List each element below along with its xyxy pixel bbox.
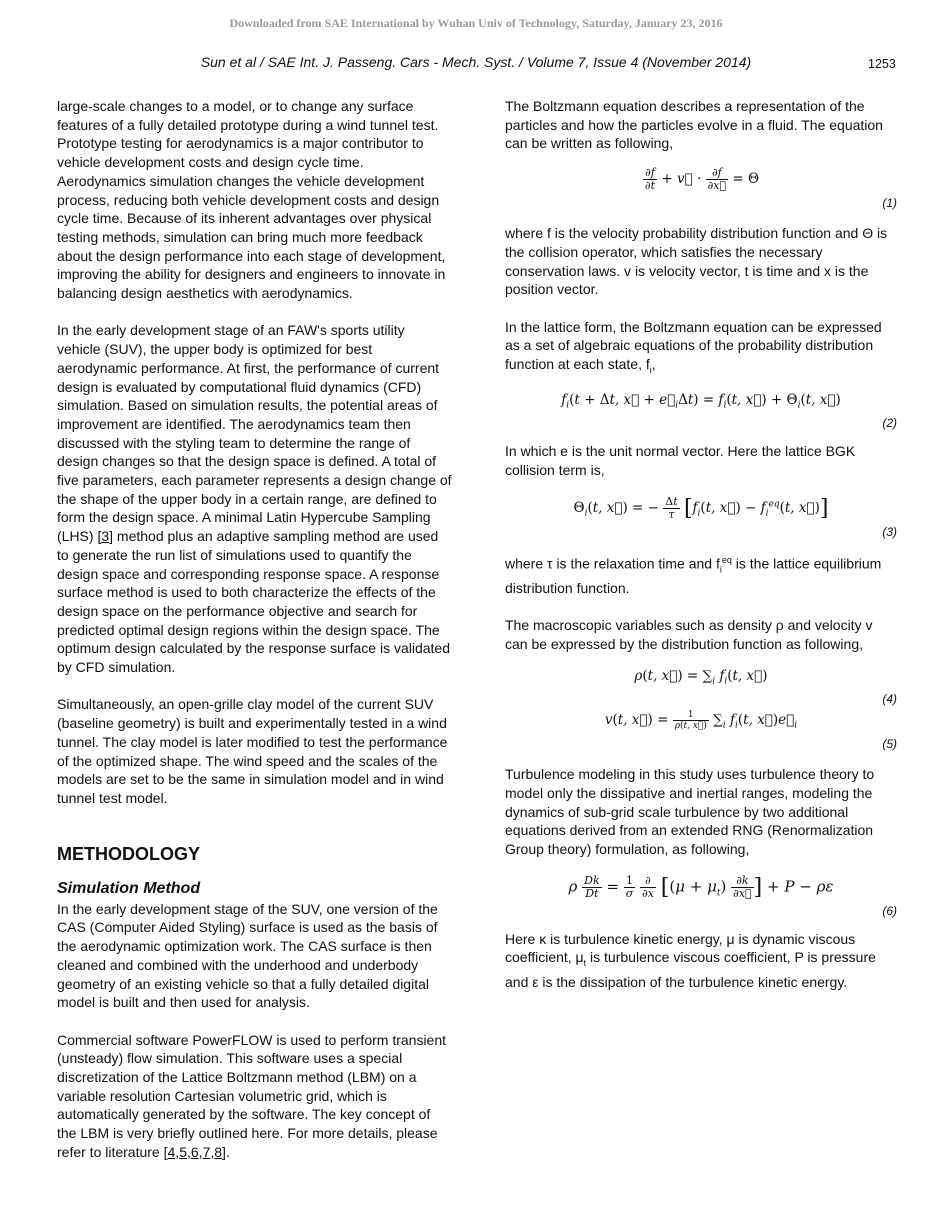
text: Commercial software PowerFLOW is used to perform transient (unsteady) flow simulation. This software uses a special discretization of the Lattice Boltzmann method (LBM) on a variable resolution Cartesian volumetric grid, which is automatically generated by the software. The key concept of the LBM is very briefly outlined here. For more details, please refer to literature [ <box>57 1031 447 1160</box>
paragraph: Simultaneously, an open-grille clay model of the current SUV (baseline geometry) is built and experimentally tested in a wind tunnel. The clay model is later modified to test the performance of the optimized shape. The wind speed and the scales of the models are set to be the same in simulation model and in wind tunnel test model. <box>57 696 448 806</box>
paragraph: where f is the velocity probability distribution function and Θ is the collision operator, which satisfies the necessary conservation laws. v is velocity vector, t is time and x is the position vector. <box>505 225 888 298</box>
equation-number: (6) <box>882 903 897 918</box>
equation-number: (2) <box>882 416 897 431</box>
page-number: 1253 <box>868 57 896 71</box>
subscript: i <box>649 364 652 375</box>
equation-number: (4) <box>882 692 897 707</box>
text: In the early development stage of an FAW's sports utility vehicle (SUV), the upper body is optimized for best aerodynamic performance. At first, the performance of current design is evaluated by computational fluid dynamics (CFD) simulation. Based on simulation results, the potential areas of improvement are identified. The aerodynamics team then discussed with the styling team to determine the range of design changes so that the design space is defined. A total of five parameters, each parameter represents a design change of the shape of the upper body in a certain range, are defined to form the design space. A minimal Latin Hypercube Sampling (LHS) [ <box>57 322 452 545</box>
citation-link[interactable]: 8 <box>214 1143 223 1160</box>
equation-number: (1) <box>882 196 897 211</box>
citation-link[interactable]: 4 <box>167 1143 176 1160</box>
section-heading: METHODOLOGY <box>57 843 200 864</box>
equation-1: $\frac{\partial f}{\partial t}$ + v⃗ · $\frac{\partial f}{\partial x⃗}$ = Θ <box>644 166 760 193</box>
equation-4: ρ(t, x⃗) = $\sum_i$ $f_i(t$, x⃗) <box>634 667 768 687</box>
paragraph <box>505 551 897 598</box>
download-watermark: Downloaded from SAE International by Wuhan Univ of Technology, Saturday, January 23, 2016 <box>229 16 723 30</box>
text: , <box>651 356 656 373</box>
text: Here κ is turbulence kinetic energy, μ is dynamic viscous coefficient, μ <box>505 930 856 966</box>
subscript: i <box>719 564 722 575</box>
citation-link[interactable]: 6 <box>190 1143 199 1160</box>
paragraph <box>505 930 897 992</box>
citation-link[interactable]: 3 <box>101 528 110 545</box>
running-head: Sun et al / SAE Int. J. Passeng. Cars - Mech. Syst. / Volume 7, Issue 4 (November 2014) <box>200 54 752 70</box>
right-column <box>505 97 897 992</box>
paragraph: large-scale changes to a model, or to change any surface features of a fully detailed prototype during a wind tunnel test. Prototype testing for aerodynamics is a major contributor to vehicle development costs and design cycle time. Aerodynamics simulation changes the vehicle development process, reducing both vehicle development costs and design cycle time. Because of its inherent advantages over physical testing methods, simulation can bring much more feedback about the design performance into each stage of development, improving the ability for designers and engineers to innovate in balancing design aesthetics with aerodynamics. <box>57 98 446 302</box>
equation-6: ρ $\frac{Dk}{Dt}$ = $\frac{1}{\sigma}$ $\frac{\partial}{\partial x}$ [$(\mu + \mu_t)$ $\frac{\partial k}{\partial x⃗}$ ] + P − ρε <box>568 873 834 900</box>
text: is turbulence viscous coefficient, P is pressure and ε is the dissipation of the turbulence kinetic energy. <box>505 949 876 990</box>
left-column <box>57 97 452 1162</box>
citation-link[interactable]: 7 <box>202 1143 211 1160</box>
paragraph: The macroscopic variables such as density ρ and velocity v can be expressed by the distribution function as following, <box>505 617 873 652</box>
equation-5: v(t, x⃗) = $\frac{1}{\rho(t, x⃗)}$ $\sum_i$ $f_i(t$, $x⃗)e⃗_i$ <box>604 710 798 732</box>
paragraph: Commercial software PowerFLOW is used to perform transient (unsteady) flow simulation. This software uses a special discretization of the Lattice Boltzmann method (LBM) on a variable resolution Cartesian volumetric grid, which is automatically generated by the software. The key concept of the LBM is very briefly outlined here. For more details, please refer to literature [4,5,6,7,8]. <box>57 1031 447 1160</box>
subsection-heading: Simulation Method <box>57 879 201 897</box>
paragraph: In which e is the unit normal vector. Here the lattice BGK collision term is, <box>505 443 856 478</box>
subscript: t <box>583 958 587 969</box>
paragraph: Turbulence modeling in this study uses turbulence theory to model only the dissipative and inertial ranges, modeling the dynamics of sub-grid scale turbulence by two additional equations derived from an extended RNG (Renormalization Group theory) formulation, as following, <box>505 766 875 858</box>
equation-number: (5) <box>882 737 897 752</box>
equation-2: $f_i(t + \Delta t$, x⃗ + $e⃗_i\Delta t) = f_i(t$, x⃗) + $\Theta_i(t$, x⃗) <box>561 391 841 411</box>
equation-3: $\Theta_i(t$, x⃗) = − $\frac{\Delta t}{\tau}$ [$f_i(t$, x⃗) − $f_i^{eq}(t$, x⃗)] <box>573 494 829 521</box>
paragraph: The Boltzmann equation describes a representation of the particles and how the particles evolve in a fluid. The equation can be written as following, <box>505 98 883 152</box>
text: ]. <box>222 1143 230 1160</box>
equation-number: (3) <box>882 524 897 539</box>
text: ] method plus an adaptive sampling method are used to generate the run list of simulations used to quantify the design space and corresponding response space. A response surface method is used to both characterize the effects of the design space on the performance objective and search for predicted optimal design regions within the design space. The optimum design calculated by the response surface is validated by CFD simulation. <box>57 528 450 676</box>
citation-link[interactable]: 5 <box>179 1143 187 1160</box>
text: is the lattice equilibrium distribution function. <box>505 555 882 596</box>
paragraph: In the early development stage of the SUV, one version of the CAS (Computer Aided Styling) surface is used as the basis of the aerodynamic optimization work. The CAS surface is then cleaned and combined with the underhood and underbody geometry of an existing vehicle so that a fully detailed digital model is built and then used for analysis. <box>57 900 438 1011</box>
text: In the lattice form, the Boltzmann equation can be expressed as a set of algebraic equations of the probability distribution function at each state, f <box>505 318 882 373</box>
text: where τ is the relaxation time and f <box>505 555 720 572</box>
paragraph <box>505 318 897 380</box>
paragraph <box>57 321 452 676</box>
superscript: eq <box>721 554 732 565</box>
